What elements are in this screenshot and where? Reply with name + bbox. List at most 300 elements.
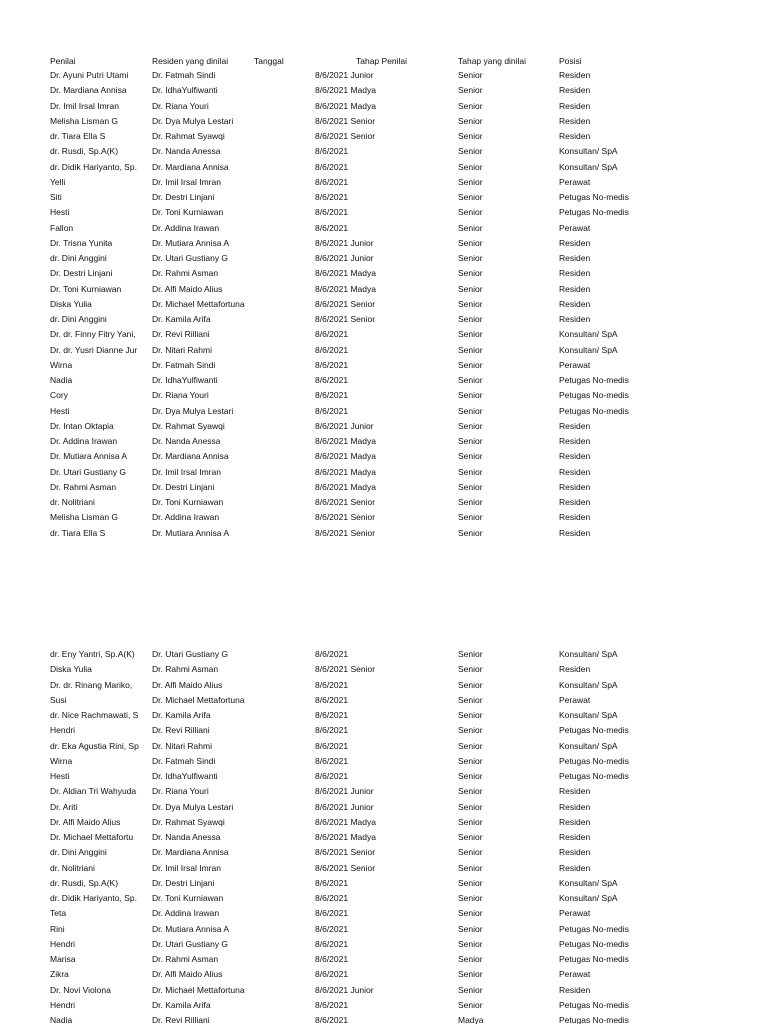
tanggal-tahap-cell: 8/6/2021 Madya <box>315 283 376 294</box>
tanggal-tahap-cell: 8/6/2021 <box>315 755 349 766</box>
penilai-cell: dr. Nice Rachmawati, S <box>50 710 139 720</box>
posisi-cell: Perawat <box>559 222 591 233</box>
tahap-dinilai-cell: Senior <box>458 679 483 690</box>
tanggal-tahap-cell: 8/6/2021 <box>315 710 349 720</box>
penilai-cell: Hendri <box>50 999 76 1010</box>
table-row <box>0 251 768 266</box>
tahap-dinilai-cell: Senior <box>458 755 483 766</box>
residen-cell: Dr. Nitari Rahmi <box>152 740 212 751</box>
residen-cell: Dr. Revi Rilliani <box>152 1015 210 1024</box>
tanggal-tahap-cell: 8/6/2021 <box>315 146 349 157</box>
table-row <box>0 343 768 358</box>
table-row <box>0 388 768 403</box>
tanggal-tahap-cell: 8/6/2021 Madya <box>315 481 376 492</box>
posisi-cell: Konsultan/ SpA <box>559 146 618 157</box>
table-row <box>0 754 768 769</box>
tanggal-tahap-cell: 8/6/2021 Madya <box>315 816 376 827</box>
penilai-cell: Hendri <box>50 938 76 949</box>
residen-cell: Dr. Riana Youri <box>152 100 209 111</box>
table-row <box>0 404 768 419</box>
tanggal-tahap-cell: 8/6/2021 <box>315 207 349 218</box>
tahap-dinilai-cell: Senior <box>458 527 483 538</box>
posisi-cell: Residen <box>559 451 591 462</box>
tahap-dinilai-cell: Senior <box>458 176 483 187</box>
penilai-cell: dr. Nolitriani <box>50 497 95 507</box>
tahap-dinilai-cell: Senior <box>458 497 483 507</box>
tahap-dinilai-cell: Senior <box>458 877 483 888</box>
posisi-cell: Residen <box>559 115 591 126</box>
tahap-dinilai-cell: Senior <box>458 771 483 781</box>
posisi-cell: Residen <box>559 984 591 995</box>
tanggal-tahap-cell: 8/6/2021 <box>315 771 349 781</box>
residen-cell: Dr. Toni Kurniawan <box>152 497 224 507</box>
penilai-cell: Marisa <box>50 954 76 964</box>
header-tahap-dinilai: Tahap yang dinilai <box>458 56 527 66</box>
penilai-cell: Dr. Rahmi Asman <box>50 481 117 492</box>
penilai-cell: Dr. Toni Kurniawan <box>50 283 122 294</box>
posisi-cell: Perawat <box>559 176 591 187</box>
posisi-cell: Konsultan/ SpA <box>559 740 618 751</box>
header-posisi: Posisi <box>559 56 582 66</box>
residen-cell: Dr. Michael Mettafortuna <box>152 984 245 995</box>
tanggal-tahap-cell: 8/6/2021 Madya <box>315 451 376 462</box>
tahap-dinilai-cell: Senior <box>458 451 483 462</box>
table-row <box>0 221 768 236</box>
posisi-cell: Residen <box>559 786 591 797</box>
tanggal-tahap-cell: 8/6/2021 <box>315 222 349 233</box>
posisi-cell: Residen <box>559 298 591 309</box>
tahap-dinilai-cell: Senior <box>458 329 483 340</box>
posisi-cell: Residen <box>559 664 591 675</box>
posisi-cell: Konsultan/ SpA <box>559 344 618 355</box>
table-row <box>0 526 768 541</box>
tahap-dinilai-cell: Senior <box>458 161 483 172</box>
table-row <box>0 510 768 525</box>
posisi-cell: Konsultan/ SpA <box>559 329 618 340</box>
penilai-cell: Dr. dr. Finny Fitry Yani, <box>50 329 136 340</box>
posisi-cell: Petugas No-medis <box>559 192 629 202</box>
tahap-dinilai-cell: Senior <box>458 344 483 355</box>
posisi-cell: Residen <box>559 420 591 431</box>
posisi-cell: Petugas No-medis <box>559 1015 629 1024</box>
penilai-cell: dr. Dini Anggini <box>50 314 107 324</box>
tanggal-tahap-cell: 8/6/2021 Senior <box>315 497 376 507</box>
tanggal-tahap-cell: 8/6/2021 Junior <box>315 253 374 263</box>
penilai-cell: Dr. Alfi Maido Alius <box>50 816 121 827</box>
tanggal-tahap-cell: 8/6/2021 Senior <box>315 847 376 858</box>
posisi-cell: Petugas No-medis <box>559 923 629 934</box>
posisi-cell: Konsultan/ SpA <box>559 710 618 720</box>
table-row <box>0 190 768 205</box>
tanggal-tahap-cell: 8/6/2021 Madya <box>315 100 376 111</box>
table-row <box>0 144 768 159</box>
residen-cell: Dr. Alfi Maido Alius <box>152 283 223 294</box>
tanggal-tahap-cell: 8/6/2021 Senior <box>315 131 376 141</box>
posisi-cell: Residen <box>559 131 591 141</box>
posisi-cell: Residen <box>559 832 591 842</box>
tanggal-tahap-cell: 8/6/2021 <box>315 649 349 659</box>
tahap-dinilai-cell: Senior <box>458 664 483 675</box>
tahap-dinilai-cell: Senior <box>458 694 483 705</box>
tahap-dinilai-cell: Senior <box>458 862 483 873</box>
header-tanggal: Tanggal <box>254 56 284 66</box>
residen-cell: Dr. Imil Irsal Imran <box>152 466 221 477</box>
posisi-cell: Konsultan/ SpA <box>559 877 618 888</box>
tanggal-tahap-cell: 8/6/2021 Senior <box>315 314 376 324</box>
penilai-cell: Hesti <box>50 207 70 218</box>
header-tahap-penilai: Tahap Penilai <box>356 56 408 66</box>
penilai-cell: dr. Didik Hariyanto, Sp. <box>50 161 137 172</box>
table-row <box>0 312 768 327</box>
penilai-cell: Diska Yulia <box>50 298 92 309</box>
posisi-cell: Konsultan/ SpA <box>559 161 618 172</box>
tanggal-tahap-cell: 8/6/2021 Madya <box>315 436 376 446</box>
penilai-cell: Dr. dr. Yusri Dianne Jur <box>50 344 138 355</box>
residen-cell: Dr. IdhaYulfiwanti <box>152 85 218 96</box>
posisi-cell: Petugas No-medis <box>559 390 629 401</box>
penilai-cell: Dr. Ariti <box>50 801 78 812</box>
posisi-cell: Perawat <box>559 359 591 370</box>
table-row <box>0 739 768 754</box>
posisi-cell: Residen <box>559 862 591 873</box>
residen-cell: Dr. Addina Irawan <box>152 512 220 523</box>
table-row <box>0 845 768 860</box>
table-row <box>0 282 768 297</box>
table-row <box>0 99 768 114</box>
penilai-cell: Yelli <box>50 176 66 187</box>
tahap-dinilai-cell: Senior <box>458 969 483 980</box>
table-row <box>0 998 768 1013</box>
tahap-dinilai-cell: Senior <box>458 740 483 751</box>
table-row <box>0 678 768 693</box>
table-row <box>0 449 768 464</box>
residen-cell: Dr. Addina Irawan <box>152 222 220 233</box>
penilai-cell: Dr. Intan Oktapia <box>50 420 114 431</box>
tahap-dinilai-cell: Senior <box>458 847 483 858</box>
tahap-dinilai-cell: Senior <box>458 923 483 934</box>
penilai-cell: dr. Rusdi, Sp.A(K) <box>50 146 119 157</box>
tahap-dinilai-cell: Senior <box>458 253 483 263</box>
tanggal-tahap-cell: 8/6/2021 <box>315 694 349 705</box>
residen-cell: Dr. Dya Mulya Lestari <box>152 405 234 416</box>
table-row <box>0 830 768 845</box>
residen-cell: Dr. Mutiara Annisa A <box>152 923 230 934</box>
posisi-cell: Residen <box>559 801 591 812</box>
penilai-cell: Dr. Michael Mettafortu <box>50 832 134 842</box>
tahap-dinilai-cell: Senior <box>458 984 483 995</box>
tanggal-tahap-cell: 8/6/2021 <box>315 405 349 416</box>
penilai-cell: dr. Nolitriani <box>50 862 95 873</box>
posisi-cell: Residen <box>559 512 591 523</box>
table-row <box>0 647 768 662</box>
tanggal-tahap-cell: 8/6/2021 <box>315 390 349 401</box>
tahap-dinilai-cell: Senior <box>458 146 483 157</box>
tanggal-tahap-cell: 8/6/2021 Senior <box>315 512 376 523</box>
tanggal-tahap-cell: 8/6/2021 <box>315 359 349 370</box>
residen-cell: Dr. Rahmi Asman <box>152 268 219 279</box>
tahap-dinilai-cell: Senior <box>458 512 483 523</box>
table-row <box>0 495 768 510</box>
residen-cell: Dr. Dya Mulya Lestari <box>152 115 234 126</box>
tahap-dinilai-cell: Senior <box>458 222 483 233</box>
posisi-cell: Residen <box>559 527 591 538</box>
table-row <box>0 419 768 434</box>
residen-cell: Dr. Nanda Anessa <box>152 832 221 842</box>
table-row <box>0 708 768 723</box>
table-row <box>0 297 768 312</box>
residen-cell: Dr. Toni Kurniawan <box>152 893 224 903</box>
posisi-cell: Residen <box>559 466 591 477</box>
tahap-dinilai-cell: Senior <box>458 268 483 279</box>
tahap-dinilai-cell: Senior <box>458 390 483 401</box>
penilai-cell: Dr. Aldian Tri Wahyuda <box>50 786 137 797</box>
tanggal-tahap-cell: 8/6/2021 <box>315 176 349 187</box>
residen-cell: Dr. Rahmi Asman <box>152 664 219 675</box>
tanggal-tahap-cell: 8/6/2021 <box>315 161 349 172</box>
residen-cell: Dr. Rahmat Syawqi <box>152 131 225 141</box>
posisi-cell: Petugas No-medis <box>559 207 629 218</box>
table-row <box>0 906 768 921</box>
residen-cell: Dr. Nitari Rahmi <box>152 344 212 355</box>
tanggal-tahap-cell: 8/6/2021 <box>315 908 349 919</box>
posisi-cell: Residen <box>559 237 591 248</box>
table-row <box>0 769 768 784</box>
penilai-cell: dr. Eny Yantri, Sp.A(K) <box>50 649 135 659</box>
tanggal-tahap-cell: 8/6/2021 <box>315 893 349 903</box>
penilai-cell: Dr. dr. Rinang Mariko, <box>50 679 133 690</box>
penilai-cell: Dr. Mutiara Annisa A <box>50 451 128 462</box>
posisi-cell: Petugas No-medis <box>559 954 629 964</box>
tanggal-tahap-cell: 8/6/2021 Senior <box>315 298 376 309</box>
penilai-cell: Diska Yulia <box>50 664 92 675</box>
tahap-dinilai-cell: Senior <box>458 70 483 80</box>
posisi-cell: Residen <box>559 847 591 858</box>
tanggal-tahap-cell: 8/6/2021 Madya <box>315 268 376 279</box>
tahap-dinilai-cell: Senior <box>458 999 483 1010</box>
table-row <box>0 800 768 815</box>
residen-cell: Dr. IdhaYulfiwanti <box>152 771 218 781</box>
tanggal-tahap-cell: 8/6/2021 Senior <box>315 527 376 538</box>
penilai-cell: Cory <box>50 390 68 401</box>
table-row <box>0 465 768 480</box>
residen-cell: Dr. Utari Gustiany G <box>152 253 229 263</box>
table-row <box>0 205 768 220</box>
residen-cell: Dr. Toni Kurniawan <box>152 207 224 218</box>
header-penilai: Penilai <box>50 56 76 66</box>
residen-cell: Dr. Fatmah Sindi <box>152 755 216 766</box>
posisi-cell: Residen <box>559 481 591 492</box>
residen-cell: Dr. Destri Linjani <box>152 481 215 492</box>
posisi-cell: Petugas No-medis <box>559 938 629 949</box>
tahap-dinilai-cell: Senior <box>458 237 483 248</box>
tahap-dinilai-cell: Senior <box>458 801 483 812</box>
posisi-cell: Perawat <box>559 694 591 705</box>
posisi-cell: Residen <box>559 85 591 96</box>
tahap-dinilai-cell: Senior <box>458 816 483 827</box>
posisi-cell: Residen <box>559 816 591 827</box>
tanggal-tahap-cell: 8/6/2021 <box>315 679 349 690</box>
penilai-cell: Dr. Utari Gustiany G <box>50 466 127 477</box>
penilai-cell: dr. Eka Agustia Rini, Sp <box>50 740 139 751</box>
penilai-cell: Rini <box>50 923 65 934</box>
table-section-1 <box>0 68 768 541</box>
posisi-cell: Residen <box>559 283 591 294</box>
residen-cell: Dr. Michael Mettafortuna <box>152 298 245 309</box>
residen-cell: Dr. Kamila Arifa <box>152 999 211 1010</box>
penilai-cell: Hesti <box>50 405 70 416</box>
tanggal-tahap-cell: 8/6/2021 <box>315 375 349 385</box>
tahap-dinilai-cell: Madya <box>458 1015 484 1024</box>
residen-cell: Dr. Nanda Anessa <box>152 146 221 157</box>
penilai-cell: Dr. Trisna Yunita <box>50 237 113 248</box>
penilai-cell: Zikra <box>50 969 69 980</box>
penilai-cell: dr. Tiara Ella S <box>50 527 106 538</box>
tahap-dinilai-cell: Senior <box>458 405 483 416</box>
table-row <box>0 68 768 83</box>
table-row <box>0 480 768 495</box>
penilai-cell: Dr. Mardiana Annisa <box>50 85 127 96</box>
tanggal-tahap-cell: 8/6/2021 <box>315 954 349 964</box>
penilai-cell: Nadia <box>50 1015 73 1024</box>
residen-cell: Dr. Dya Mulya Lestari <box>152 801 234 812</box>
tanggal-tahap-cell: 8/6/2021 Madya <box>315 466 376 477</box>
posisi-cell: Residen <box>559 70 591 80</box>
residen-cell: Dr. Kamila Arifa <box>152 710 211 720</box>
residen-cell: Dr. IdhaYulfiwanti <box>152 375 218 385</box>
penilai-cell: Siti <box>50 192 62 202</box>
tanggal-tahap-cell: 8/6/2021 <box>315 329 349 340</box>
residen-cell: Dr. Utari Gustiany G <box>152 649 229 659</box>
residen-cell: Dr. Revi Rilliani <box>152 725 210 736</box>
penilai-cell: Dr. Novi Violona <box>50 984 111 995</box>
tanggal-tahap-cell: 8/6/2021 Junior <box>315 70 374 80</box>
table-row <box>0 815 768 830</box>
residen-cell: Dr. Addina Irawan <box>152 908 220 919</box>
tahap-dinilai-cell: Senior <box>458 207 483 218</box>
penilai-cell: Fallon <box>50 222 74 233</box>
residen-cell: Dr. Destri Linjani <box>152 877 215 888</box>
tanggal-tahap-cell: 8/6/2021 Senior <box>315 115 376 126</box>
tahap-dinilai-cell: Senior <box>458 298 483 309</box>
tanggal-tahap-cell: 8/6/2021 <box>315 344 349 355</box>
tanggal-tahap-cell: 8/6/2021 <box>315 923 349 934</box>
posisi-cell: Perawat <box>559 908 591 919</box>
table-row <box>0 937 768 952</box>
residen-cell: Dr. Utari Gustiany G <box>152 938 229 949</box>
posisi-cell: Residen <box>559 436 591 446</box>
posisi-cell: Residen <box>559 497 591 507</box>
penilai-cell: Teta <box>50 908 67 919</box>
tahap-dinilai-cell: Senior <box>458 908 483 919</box>
tanggal-tahap-cell: 8/6/2021 <box>315 938 349 949</box>
table-row <box>0 266 768 281</box>
posisi-cell: Petugas No-medis <box>559 725 629 736</box>
table-row <box>0 784 768 799</box>
residen-cell: Dr. Mardiana Annisa <box>152 451 229 462</box>
residen-cell: Dr. Imil Irsal Imran <box>152 862 221 873</box>
tahap-dinilai-cell: Senior <box>458 283 483 294</box>
residen-cell: Dr. Michael Mettafortuna <box>152 694 245 705</box>
table-row <box>0 114 768 129</box>
tanggal-tahap-cell: 8/6/2021 <box>315 877 349 888</box>
residen-cell: Dr. Mutiara Annisa A <box>152 237 230 248</box>
tanggal-tahap-cell: 8/6/2021 Junior <box>315 420 374 431</box>
tahap-dinilai-cell: Senior <box>458 786 483 797</box>
tanggal-tahap-cell: 8/6/2021 <box>315 1015 349 1024</box>
tahap-dinilai-cell: Senior <box>458 192 483 202</box>
penilai-cell: Wirna <box>50 755 73 766</box>
penilai-cell: Hesti <box>50 771 70 781</box>
table-row <box>0 160 768 175</box>
table-row <box>0 693 768 708</box>
posisi-cell: Residen <box>559 253 591 263</box>
table-row <box>0 1013 768 1024</box>
tanggal-tahap-cell: 8/6/2021 Junior <box>315 984 374 995</box>
tahap-dinilai-cell: Senior <box>458 131 483 141</box>
table-row <box>0 175 768 190</box>
table-row <box>0 891 768 906</box>
tahap-dinilai-cell: Senior <box>458 115 483 126</box>
penilai-cell: Melisha Lisman G <box>50 115 119 126</box>
residen-cell: Dr. Rahmat Syawqi <box>152 816 225 827</box>
residen-cell: Dr. Alfi Maido Alius <box>152 969 223 980</box>
tanggal-tahap-cell: 8/6/2021 <box>315 999 349 1010</box>
residen-cell: Dr. Kamila Arifa <box>152 314 211 324</box>
table-row <box>0 967 768 982</box>
tanggal-tahap-cell: 8/6/2021 Junior <box>315 801 374 812</box>
residen-cell: Dr. Fatmah Sindi <box>152 70 216 80</box>
posisi-cell: Residen <box>559 268 591 279</box>
penilai-cell: dr. Tiara Ella S <box>50 131 106 141</box>
tanggal-tahap-cell: 8/6/2021 Senior <box>315 664 376 675</box>
residen-cell: Dr. Nanda Anessa <box>152 436 221 446</box>
tahap-dinilai-cell: Senior <box>458 314 483 324</box>
table-row <box>0 723 768 738</box>
table-row <box>0 358 768 373</box>
table-row <box>0 861 768 876</box>
tanggal-tahap-cell: 8/6/2021 <box>315 740 349 751</box>
residen-cell: Dr. Rahmi Asman <box>152 954 219 964</box>
tahap-dinilai-cell: Senior <box>458 466 483 477</box>
tahap-dinilai-cell: Senior <box>458 649 483 659</box>
posisi-cell: Perawat <box>559 969 591 980</box>
tahap-dinilai-cell: Senior <box>458 954 483 964</box>
tahap-dinilai-cell: Senior <box>458 85 483 96</box>
residen-cell: Dr. Rahmat Syawqi <box>152 420 225 431</box>
tahap-dinilai-cell: Senior <box>458 420 483 431</box>
tanggal-tahap-cell: 8/6/2021 <box>315 725 349 736</box>
posisi-cell: Residen <box>559 100 591 111</box>
penilai-cell: Dr. Destri Linjani <box>50 268 113 279</box>
residen-cell: Dr. Fatmah Sindi <box>152 359 216 370</box>
tanggal-tahap-cell: 8/6/2021 Senior <box>315 862 376 873</box>
posisi-cell: Konsultan/ SpA <box>559 893 618 903</box>
tanggal-tahap-cell: 8/6/2021 Madya <box>315 832 376 842</box>
penilai-cell: Wirna <box>50 359 73 370</box>
posisi-cell: Residen <box>559 314 591 324</box>
table-row <box>0 876 768 891</box>
penilai-cell: Hendri <box>50 725 76 736</box>
table-section-2 <box>0 647 768 1024</box>
penilai-cell: Dr. Addina Irawan <box>50 436 118 446</box>
residen-cell: Dr. Riana Youri <box>152 786 209 797</box>
tanggal-tahap-cell: 8/6/2021 <box>315 192 349 202</box>
posisi-cell: Petugas No-medis <box>559 375 629 385</box>
table-row <box>0 83 768 98</box>
tahap-dinilai-cell: Senior <box>458 938 483 949</box>
penilai-cell: dr. Dini Anggini <box>50 253 107 263</box>
residen-cell: Dr. Mardiana Annisa <box>152 847 229 858</box>
